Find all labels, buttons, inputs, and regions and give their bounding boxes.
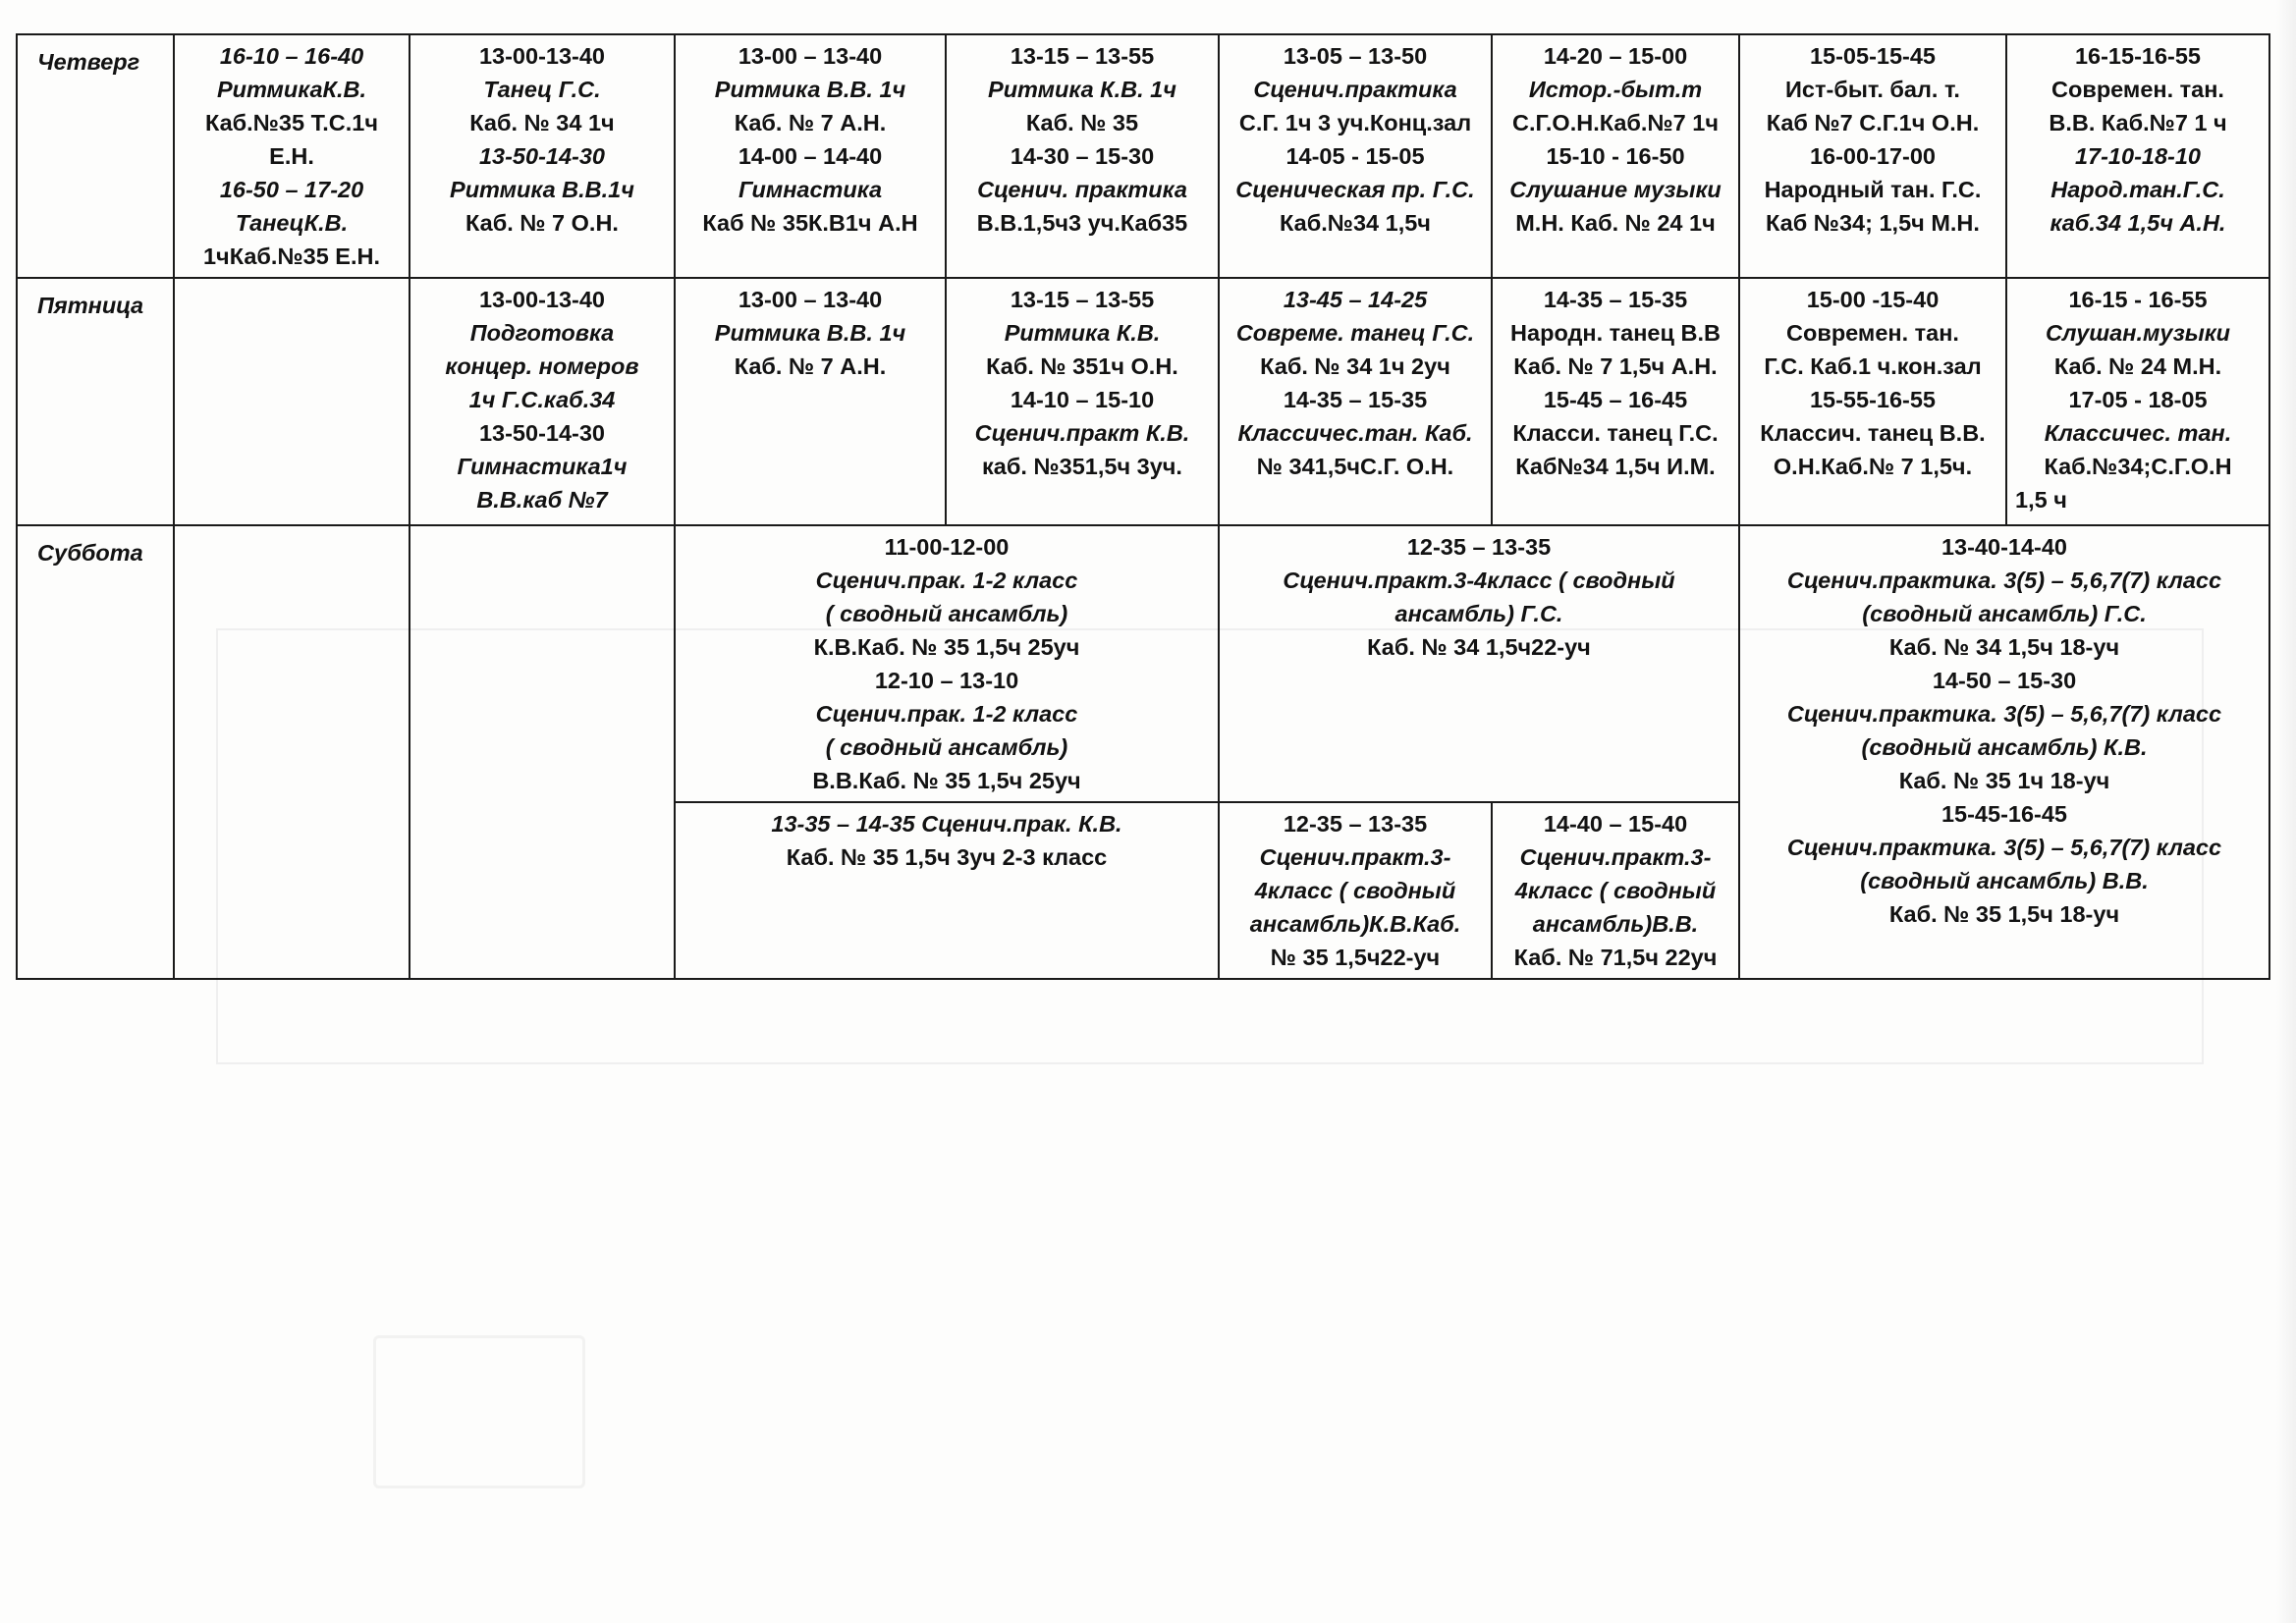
schedule-line: № 341,5чС.Г. О.Н. bbox=[1256, 454, 1454, 479]
schedule-line: Каб. № 35 bbox=[1025, 110, 1139, 135]
schedule-line: Каб. № 24 М.Н. bbox=[2053, 353, 2222, 379]
schedule-line: 1,5 ч bbox=[2015, 487, 2067, 513]
schedule-line: Сценич.практика bbox=[1253, 77, 1457, 102]
schedule-line: Классичес. тан. bbox=[2044, 420, 2232, 446]
schedule-line: Ритмика В.В. 1ч bbox=[714, 320, 906, 346]
day-label-thursday: Четверг bbox=[17, 34, 174, 278]
schedule-line: 16-15-16-55 bbox=[2074, 43, 2202, 69]
cell-thursday-6 bbox=[1492, 34, 1739, 278]
schedule-line: М.Н. Каб. № 24 1ч bbox=[1515, 210, 1716, 236]
schedule-line: Каб. № 351ч О.Н. bbox=[986, 353, 1178, 379]
schedule-line: Сценич.прак. 1-2 класс bbox=[815, 568, 1078, 593]
schedule-line: 13-00-13-40 bbox=[478, 43, 606, 69]
schedule-line: Каб. № 7 О.Н. bbox=[465, 210, 619, 236]
schedule-line: (сводный ансамбль) К.В. bbox=[1861, 734, 2148, 760]
schedule-line: Классич. танец В.В. bbox=[1760, 420, 1986, 446]
schedule-line: Каб. № 7 А.Н. bbox=[734, 110, 887, 135]
schedule-line: 14-35 – 15-35 bbox=[1283, 387, 1428, 412]
schedule-line: Гимнастика bbox=[738, 177, 883, 202]
schedule-line: Каб № 35К.В1ч А.Н bbox=[702, 210, 918, 236]
schedule-line: ансамбль)В.В. bbox=[1532, 911, 1699, 937]
schedule-line: Слушан.музыки bbox=[2045, 320, 2231, 346]
schedule-line: Каб. № 35 1,5ч 3уч 2-3 класс bbox=[786, 844, 1108, 870]
schedule-line: 16-15 - 16-55 bbox=[2068, 287, 2208, 312]
schedule-line: Каб№34 1,5ч И.М. bbox=[1515, 454, 1716, 479]
schedule-line: 13-00 – 13-40 bbox=[738, 287, 883, 312]
schedule-line: Каб. № 7 1,5ч А.Н. bbox=[1513, 353, 1718, 379]
schedule-line: Сценич.практ.3-4класс ( сводный bbox=[1283, 568, 1675, 593]
row-saturday bbox=[17, 525, 2269, 802]
cell-saturday-block-f bbox=[1492, 802, 1739, 979]
schedule-line: каб. №351,5ч 3уч. bbox=[982, 454, 1182, 479]
cell-friday-1 bbox=[174, 278, 410, 525]
schedule-line: Каб. № 34 1ч bbox=[469, 110, 615, 135]
day-label-friday: Пятница bbox=[17, 278, 174, 525]
schedule-line: 17-10-18-10 bbox=[2074, 143, 2202, 169]
cell-friday-8 bbox=[2006, 278, 2269, 525]
cell-saturday-block-a bbox=[675, 525, 1219, 802]
schedule-line: Каб. № 35 1ч 18-уч bbox=[1898, 768, 2110, 793]
schedule-line: Совреме. танец Г.С. bbox=[1235, 320, 1475, 346]
schedule-line: 15-45-16-45 bbox=[1941, 801, 2068, 827]
schedule-line: Народный тан. Г.С. bbox=[1764, 177, 1982, 202]
schedule-line: № 35 1,5ч22-уч bbox=[1270, 945, 1441, 970]
schedule-line: Каб №7 С.Г.1ч О.Н. bbox=[1766, 110, 1980, 135]
cell-saturday-empty-2 bbox=[410, 525, 675, 979]
schedule-line: 17-05 - 18-05 bbox=[2068, 387, 2208, 412]
schedule-line: Сценич.практ К.В. bbox=[974, 420, 1190, 446]
bleed-through-stamp bbox=[373, 1335, 585, 1488]
cell-friday-4 bbox=[946, 278, 1219, 525]
row-thursday bbox=[17, 34, 2269, 278]
schedule-line: 14-05 - 15-05 bbox=[1285, 143, 1425, 169]
schedule-line: 14-50 – 15-30 bbox=[1932, 668, 2077, 693]
schedule-line: С.Г.О.Н.Каб.№7 1ч bbox=[1512, 110, 1719, 135]
schedule-line: 14-30 – 15-30 bbox=[1010, 143, 1155, 169]
row-friday bbox=[17, 278, 2269, 525]
schedule-line: 1ч Г.С.каб.34 bbox=[468, 387, 616, 412]
schedule-line: 13-35 – 14-35 Сценич.прак. К.В. bbox=[771, 811, 1122, 837]
schedule-line: Каб. № 35 1,5ч 18-уч bbox=[1888, 901, 2120, 927]
scan-edge-shadow bbox=[2276, 0, 2296, 1623]
schedule-line: Каб.№34;С.Г.О.Н bbox=[2044, 454, 2232, 479]
schedule-line: В.В.Каб. № 35 1,5ч 25уч bbox=[812, 768, 1081, 793]
cell-thursday-4 bbox=[946, 34, 1219, 278]
schedule-line: 11-00-12-00 bbox=[884, 534, 1010, 560]
schedule-line: Ритмика К.В. 1ч bbox=[988, 77, 1176, 102]
schedule-line: Народ.тан.Г.С. bbox=[2050, 177, 2225, 202]
schedule-line: Класси. танец Г.С. bbox=[1512, 420, 1719, 446]
schedule-line: 13-05 – 13-50 bbox=[1283, 43, 1428, 69]
schedule-line: 13-40-14-40 bbox=[1941, 534, 2068, 560]
schedule-line: Ритмика К.В. bbox=[1004, 320, 1161, 346]
schedule-line: В.В.1,5ч3 уч.Каб35 bbox=[976, 210, 1188, 236]
schedule-line: 13-00 – 13-40 bbox=[738, 43, 883, 69]
schedule-line: (сводный ансамбль) В.В. bbox=[1860, 868, 2149, 893]
schedule-line: 16-00-17-00 bbox=[1809, 143, 1937, 169]
schedule-line: ансамбль)К.В.Каб. bbox=[1249, 911, 1461, 937]
schedule-line: 13-15 – 13-55 bbox=[1010, 43, 1155, 69]
cell-saturday-block-c bbox=[1739, 525, 2269, 979]
schedule-line: 13-50-14-30 bbox=[478, 420, 606, 446]
cell-thursday-3 bbox=[675, 34, 946, 278]
schedule-line: ( сводный ансамбль) bbox=[825, 601, 1068, 626]
schedule-line: 12-10 – 13-10 bbox=[874, 668, 1019, 693]
schedule-line: 13-00-13-40 bbox=[478, 287, 606, 312]
schedule-line: 4класс ( сводный bbox=[1514, 878, 1717, 903]
schedule-line: 15-10 - 16-50 bbox=[1546, 143, 1685, 169]
schedule-line: Современ. тан. bbox=[1786, 320, 1959, 346]
schedule-line: 15-00 -15-40 bbox=[1806, 287, 1940, 312]
schedule-line: 4класс ( сводный bbox=[1254, 878, 1456, 903]
schedule-line: 16-10 – 16-40 bbox=[219, 43, 364, 69]
schedule-line: Ист-быт. бал. т. bbox=[1785, 77, 1960, 102]
cell-thursday-8 bbox=[2006, 34, 2269, 278]
schedule-line: 12-35 – 13-35 bbox=[1406, 534, 1552, 560]
cell-thursday-7 bbox=[1739, 34, 2006, 278]
schedule-line: Сценическая пр. Г.С. bbox=[1235, 177, 1475, 202]
cell-saturday-block-e bbox=[1219, 802, 1492, 979]
cell-saturday-empty-1 bbox=[174, 525, 410, 979]
schedule-line: 14-40 – 15-40 bbox=[1543, 811, 1688, 837]
schedule-line: О.Н.Каб.№ 7 1,5ч. bbox=[1773, 454, 1973, 479]
schedule-line: Народн. танец В.В bbox=[1510, 320, 1721, 346]
schedule-line: Сценич.практ.3- bbox=[1519, 844, 1712, 870]
schedule-line: Сценич.практика. 3(5) – 5,6,7(7) класс bbox=[1786, 835, 2222, 860]
schedule-line: Г.С. Каб.1 ч.кон.зал bbox=[1764, 353, 1982, 379]
cell-friday-3 bbox=[675, 278, 946, 525]
schedule-line: Истор.-быт.т bbox=[1528, 77, 1703, 102]
schedule-line: ансамбль) Г.С. bbox=[1394, 601, 1563, 626]
schedule-line: К.В.Каб. № 35 1,5ч 25уч bbox=[813, 634, 1080, 660]
schedule-line: ТанецК.В. bbox=[235, 210, 349, 236]
schedule-line: (сводный ансамбль) Г.С. bbox=[1862, 601, 2147, 626]
schedule-line: РитмикаК.В. bbox=[216, 77, 367, 102]
schedule-line: концер. номеров bbox=[445, 353, 639, 379]
schedule-table bbox=[16, 33, 2270, 980]
cell-thursday-2 bbox=[410, 34, 675, 278]
schedule-line: 14-10 – 15-10 bbox=[1010, 387, 1155, 412]
schedule-line: В.В. Каб.№7 1 ч bbox=[2049, 110, 2227, 135]
schedule-line: Сценич. практика bbox=[977, 177, 1187, 202]
schedule-line: 13-15 – 13-55 bbox=[1010, 287, 1155, 312]
cell-friday-6 bbox=[1492, 278, 1739, 525]
schedule-line: каб.34 1,5ч А.Н. bbox=[2050, 210, 2226, 236]
schedule-line: 15-55-16-55 bbox=[1809, 387, 1937, 412]
schedule-line: Каб. № 34 1,5ч22-уч bbox=[1367, 634, 1591, 660]
schedule-line: Сценич.практика. 3(5) – 5,6,7(7) класс bbox=[1786, 568, 2222, 593]
cell-friday-5 bbox=[1219, 278, 1492, 525]
cell-saturday-block-b bbox=[1219, 525, 1739, 802]
schedule-line: Каб.№34 1,5ч bbox=[1280, 210, 1431, 236]
schedule-line: Каб №34; 1,5ч М.Н. bbox=[1766, 210, 1980, 236]
schedule-line: 13-50-14-30 bbox=[478, 143, 606, 169]
schedule-line: 1чКаб.№35 Е.Н. bbox=[202, 243, 381, 269]
schedule-line: Сценич.практика. 3(5) – 5,6,7(7) класс bbox=[1786, 701, 2222, 727]
schedule-line: 14-20 – 15-00 bbox=[1543, 43, 1688, 69]
schedule-line: ( сводный ансамбль) bbox=[825, 734, 1068, 760]
schedule-line: Танец Г.С. bbox=[483, 77, 601, 102]
schedule-line: Классичес.тан. Каб. bbox=[1237, 420, 1473, 446]
schedule-line: 12-35 – 13-35 bbox=[1283, 811, 1428, 837]
schedule-line: 13-45 – 14-25 bbox=[1283, 287, 1428, 312]
schedule-line: Ритмика В.В.1ч bbox=[450, 177, 634, 202]
schedule-line: 14-00 – 14-40 bbox=[738, 143, 883, 169]
schedule-line: В.В.каб №7 bbox=[476, 487, 608, 513]
schedule-line: Слушание музыки bbox=[1509, 177, 1722, 202]
cell-friday-2 bbox=[410, 278, 675, 525]
cell-saturday-block-d bbox=[675, 802, 1219, 979]
schedule-line: 15-05-15-45 bbox=[1809, 43, 1937, 69]
schedule-line: Каб. № 71,5ч 22уч bbox=[1513, 945, 1718, 970]
schedule-line: 15-45 – 16-45 bbox=[1543, 387, 1688, 412]
schedule-line: С.Г. 1ч 3 уч.Конц.зал bbox=[1238, 110, 1472, 135]
schedule-line: Каб. № 34 1,5ч 18-уч bbox=[1888, 634, 2120, 660]
schedule-line: Гимнастика1ч bbox=[457, 454, 628, 479]
schedule-line: Подготовка bbox=[469, 320, 615, 346]
schedule-line: 16-50 – 17-20 bbox=[219, 177, 364, 202]
day-label-saturday: Суббота bbox=[17, 525, 174, 979]
cell-thursday-1 bbox=[174, 34, 410, 278]
schedule-line: Каб. № 7 А.Н. bbox=[734, 353, 887, 379]
cell-thursday-5 bbox=[1219, 34, 1492, 278]
schedule-line: Современ. тан. bbox=[2051, 77, 2224, 102]
schedule-line: 14-35 – 15-35 bbox=[1543, 287, 1688, 312]
schedule-line: Е.Н. bbox=[269, 143, 314, 169]
schedule-line: Каб.№35 Т.С.1ч bbox=[204, 110, 379, 135]
cell-friday-7 bbox=[1739, 278, 2006, 525]
schedule-line: Каб. № 34 1ч 2уч bbox=[1260, 353, 1450, 379]
schedule-line: Ритмика В.В. 1ч bbox=[714, 77, 906, 102]
schedule-line: Сценич.прак. 1-2 класс bbox=[815, 701, 1078, 727]
schedule-line: Сценич.практ.3- bbox=[1259, 844, 1451, 870]
